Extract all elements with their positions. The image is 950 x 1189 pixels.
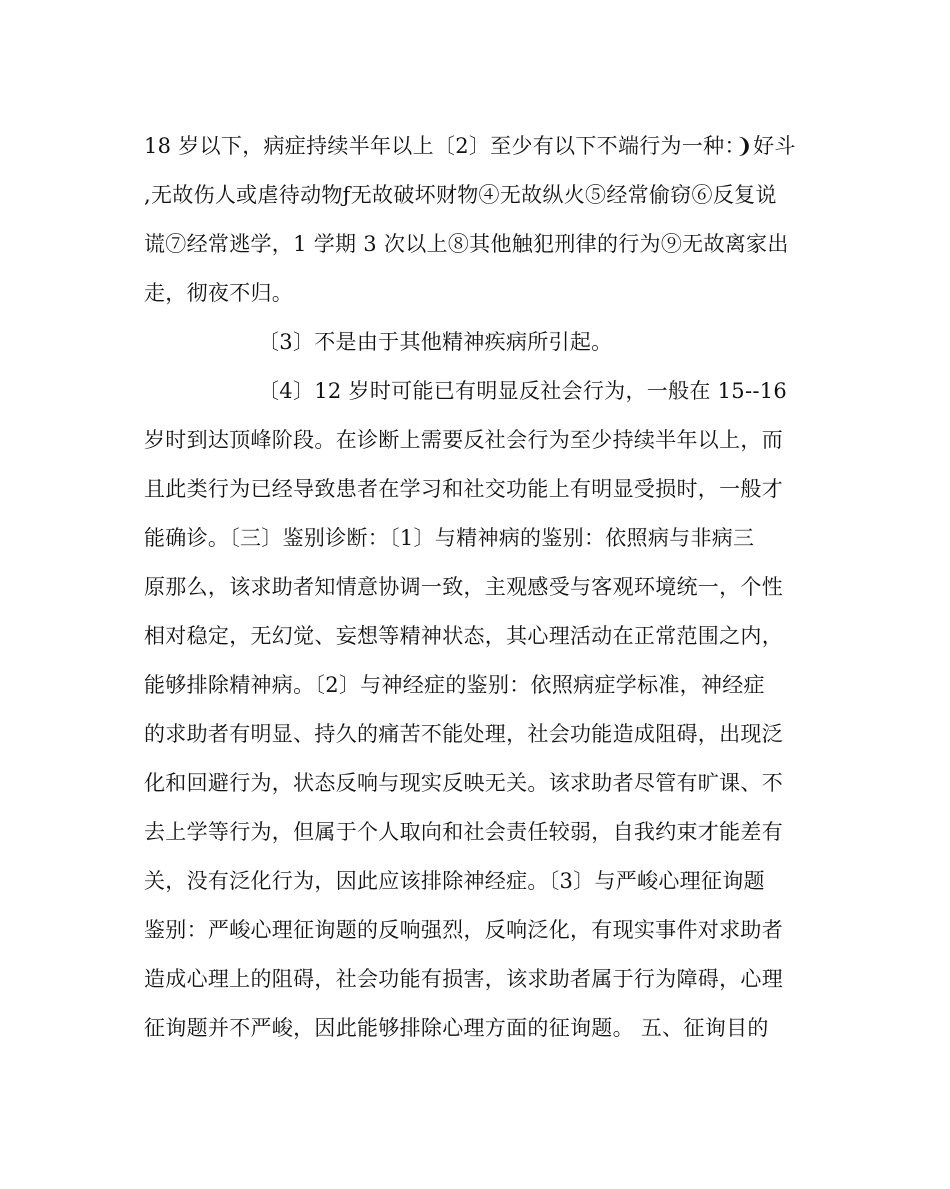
text-line: 造成心理上的阻碍，社会功能有损害，该求助者属于行为障碍，心理	[144, 967, 783, 991]
text-line: 〔3〕不是由于其他精神疾病所引起。	[258, 330, 613, 354]
text-line: 关，没有泛化行为，因此应该排除神经症。〔3〕与严峻心理征询题	[144, 869, 765, 893]
text-line: ,无故伤人或虐待动物ƒ无故破坏财物④无故纵火⑤经常偷窃⑥反复说	[144, 183, 777, 207]
text-line: 原那么，该求助者知情意协调一致，主观感受与客观环境统一，个性	[144, 575, 783, 599]
text-line: 能够排除精神病。〔2〕与神经症的鉴别：依照病症学标准，神经症	[144, 673, 765, 697]
text-line: 征询题并不严峻，因此能够排除心理方面的征询题。 五、征询目的	[144, 1016, 769, 1040]
text-line: 去上学等行为，但属于个人取向和社会责任较弱，自我约束才能差有	[144, 820, 783, 844]
text-line: 〔4〕12 岁时可能已有明显反社会行为，一般在 15--16	[258, 379, 788, 403]
text-line: 18 岁以下，病症持续半年以上〔2〕至少有以下不端行为一种：❩好斗	[144, 134, 796, 158]
text-line: 岁时到达顶峰阶段。在诊断上需要反社会行为至少持续半年以上，而	[144, 428, 783, 452]
text-line: 且此类行为已经导致患者在学习和社交功能上有明显受损时，一般才	[144, 477, 783, 501]
text-line: 化和回避行为，状态反响与现实反映无关。该求助者尽管有旷课、不	[144, 771, 783, 795]
text-line: 谎⑦经常逃学，1 学期 3 次以上⑧其他触犯刑律的行为⑨无故离家出	[144, 232, 789, 256]
text-line: 的求助者有明显、持久的痛苦不能处理，社会功能造成阻碍，出现泛	[144, 722, 783, 746]
text-line: 鉴别：严峻心理征询题的反响强烈，反响泛化，有现实事件对求助者	[144, 918, 783, 942]
text-line: 相对稳定，无幻觉、妄想等精神状态，其心理活动在正常范围之内，	[144, 624, 783, 648]
text-line: 能确诊。〔三〕鉴别诊断：〔1〕与精神病的鉴别：依照病与非病三	[144, 526, 755, 550]
text-line: 走，彻夜不归。	[144, 281, 294, 305]
